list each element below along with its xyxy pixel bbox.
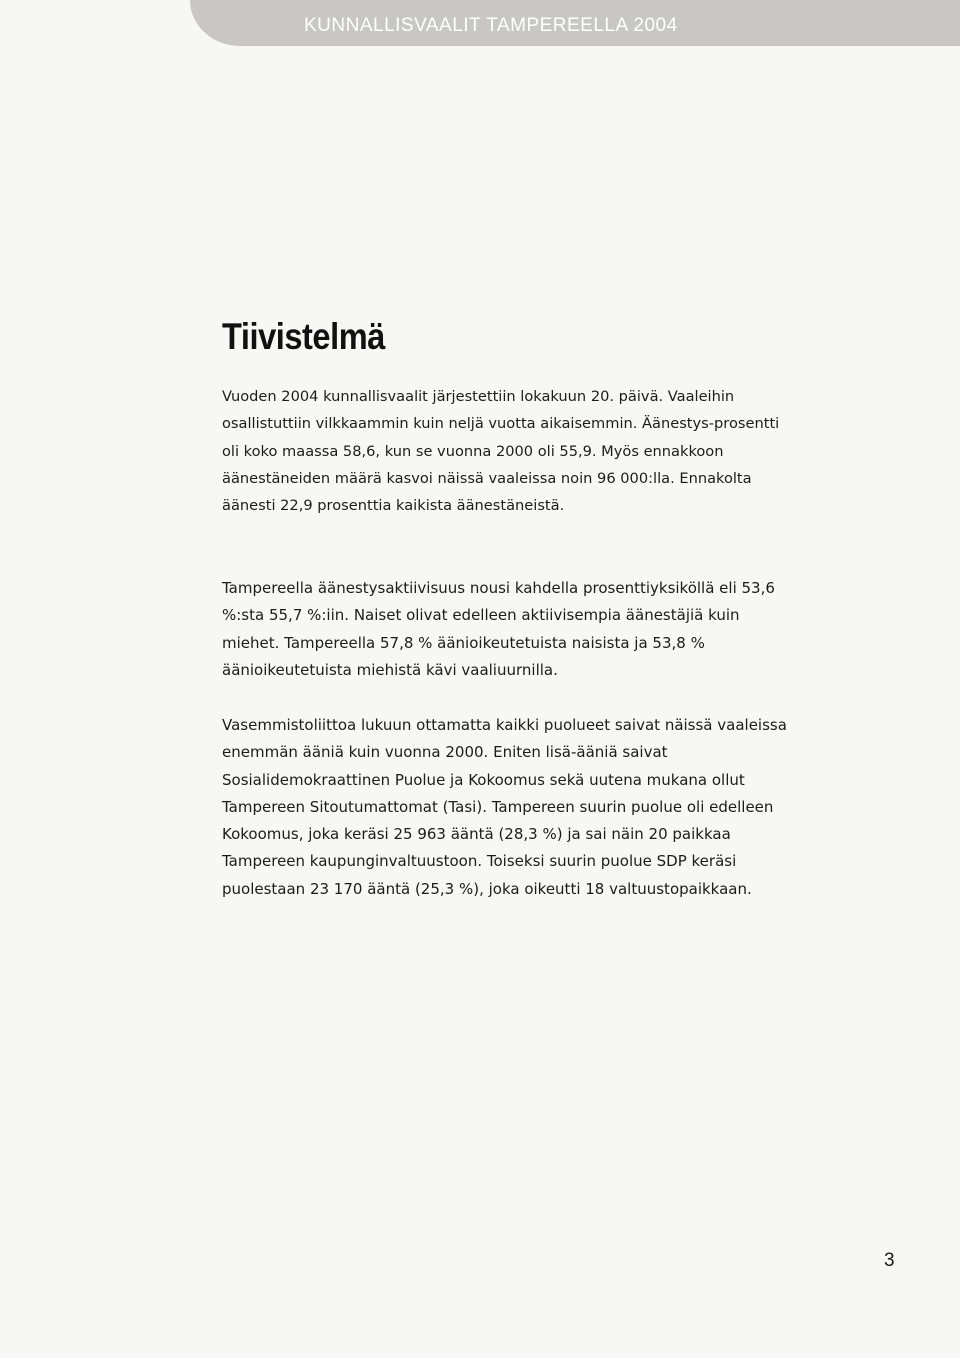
paragraph-election-overview: Vuoden 2004 kunnallisvaalit järjestettiin lokakuun 20. päivä. Vaaleihin osallistuttiin vilkkaammin kuin neljä vuotta aikaisemmin. Äänestys-prosentti oli koko maassa 58,6, kun se vuonna 2000 oli 55,9. Myös ennakkoon äänestäneiden määrä kasvoi näissä vaaleissa noin 96 000:lla. Ennakolta äänesti 22,9 prosenttia kaikista äänestäneistä. — [222, 388, 780, 515]
running-header: KUNNALLISVAALIT TAMPEREELLA 2004 — [304, 15, 678, 36]
paragraph-party-results: Vasemmistoliittoa lukuun ottamatta kaikki puolueet saivat näissä vaaleissa enemmän ääniä kuin vuonna 2000. Eniten lisä-ääniä saivat Sosialidemokraattinen Puolue ja Kokoomus sekä uutena mukana ollut Tampereen Sitoutumattomat (Tasi). Tampereen suurin puolue oli edelleen Kokoomus, joka keräsi 25 963 ääntä (28,3 %) ja sai näin 20 paikkaa Tampereen kaupunginvaltuustoon. Toiseksi suurin puolue SDP keräsi puolestaan 23 170 ääntä (25,3 %), joka oikeutti 18 valtuustopaikkaan. — [222, 716, 787, 898]
page-number: 3 — [884, 1250, 895, 1271]
page-title: Tiivistelmä — [222, 316, 385, 357]
paragraph-turnout-tampere: Tampereella äänestysaktiivisuus nousi kahdella prosenttiyksiköllä eli 53,6 %:sta 55,7 %:iin. Naiset olivat edelleen aktiivisempia äänestäjiä kuin miehet. Tampereella 57,8 % äänioikeutetuista naisista ja 53,8 % äänioikeutetuista miehistä kävi vaaliuurnilla. — [222, 579, 775, 679]
